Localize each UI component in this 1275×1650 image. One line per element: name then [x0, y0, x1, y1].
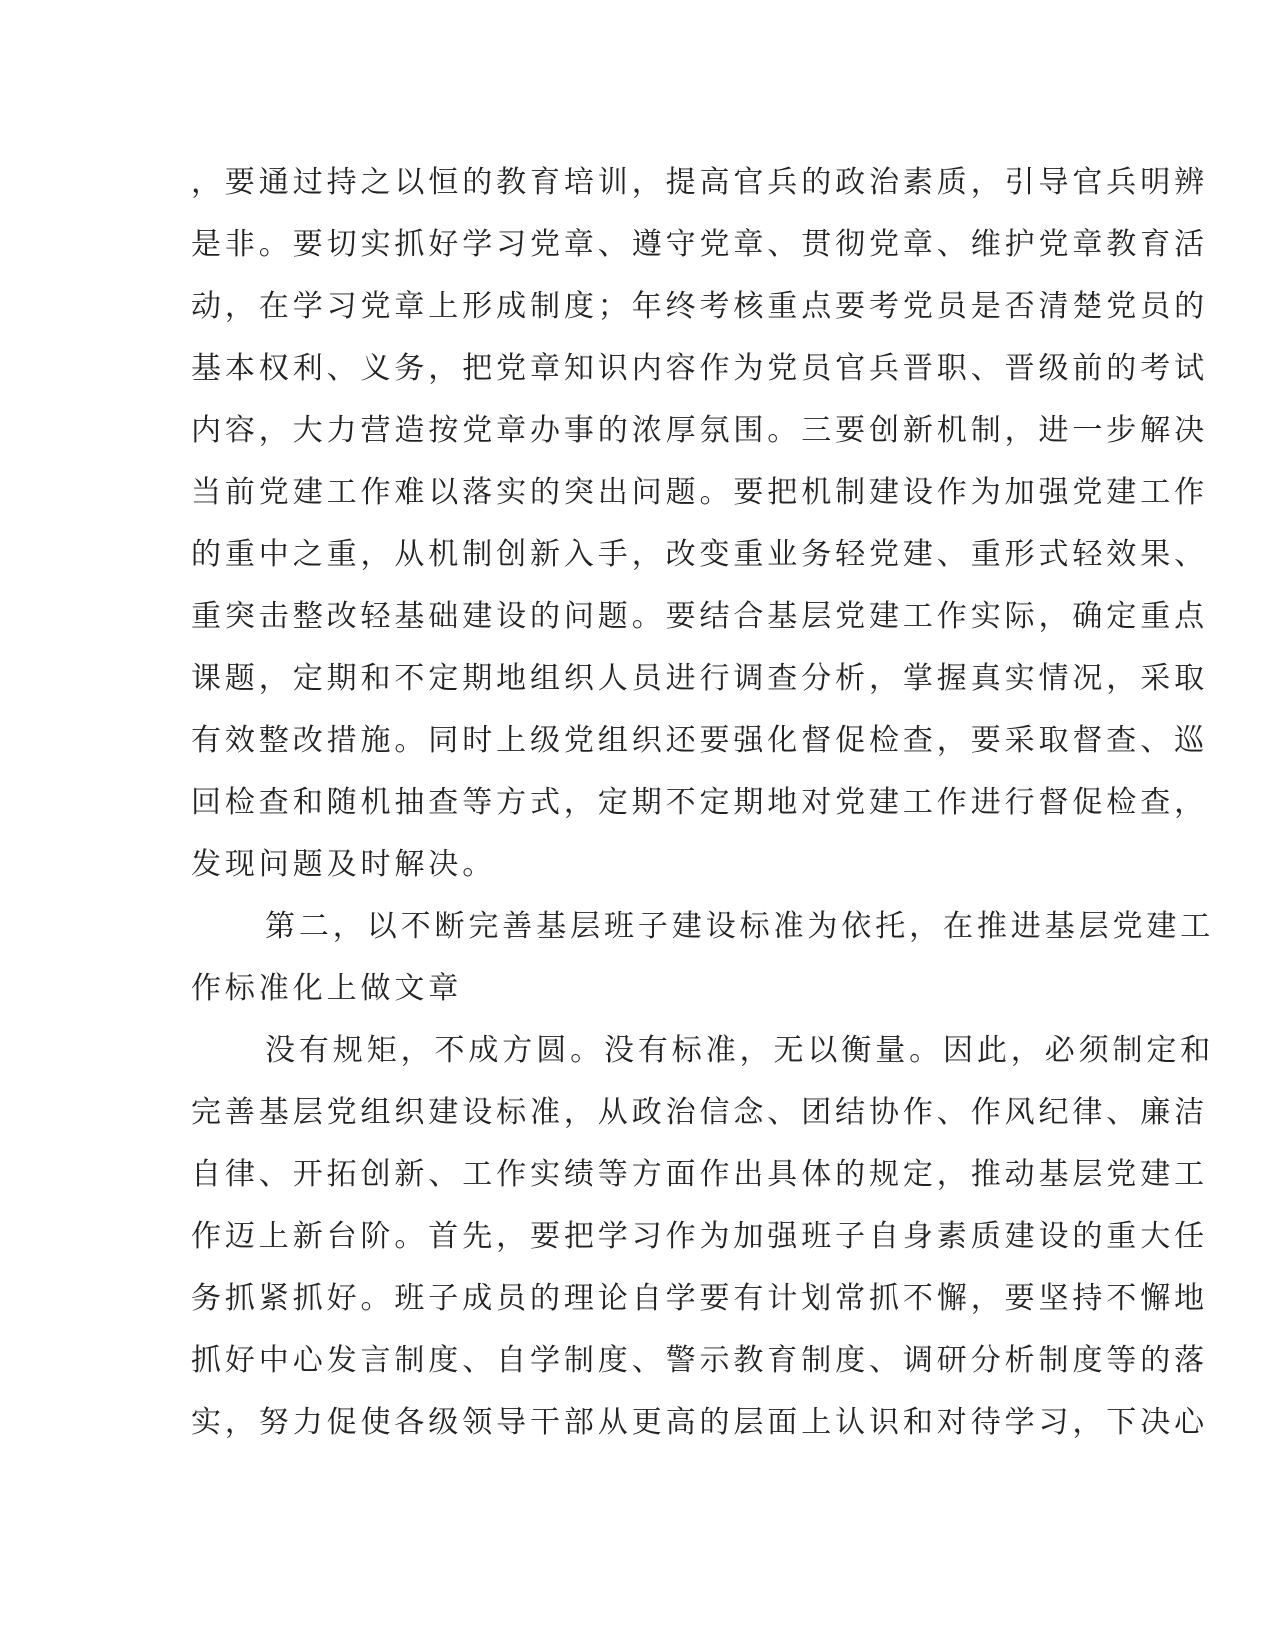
paragraph-line: 动，在学习党章上形成制度；年终考核重点要考党员是否清楚党员的 — [191, 289, 1208, 324]
paragraph-line: 有效整改措施。同时上级党组织还要强化督促检查，要采取督查、巡 — [191, 723, 1208, 758]
paragraph-line: 内容，大力营造按党章办事的浓厚氛围。三要创新机制，进一步解决 — [191, 413, 1208, 448]
paragraph-line: 当前党建工作难以落实的突出问题。要把机制建设作为加强党建工作 — [191, 475, 1208, 510]
heading-line: 作标准化上做文章 — [191, 971, 463, 1006]
document-body — [191, 152, 1215, 1454]
paragraph-line: 基本权利、义务，把党章知识内容作为党员官兵晋职、晋级前的考试 — [191, 351, 1208, 386]
paragraph-line: 发现问题及时解决。 — [191, 847, 497, 882]
paragraph-line: 自律、开拓创新、工作实绩等方面作出具体的规定，推动基层党建工 — [191, 1157, 1208, 1192]
paragraph-2 — [191, 1020, 1215, 1454]
paragraph-line: 没有规矩，不成方圆。没有标准，无以衡量。因此，必须制定和 — [265, 1033, 1215, 1068]
paragraph-line: 完善基层党组织建设标准，从政治信念、团结协作、作风纪律、廉洁 — [191, 1095, 1208, 1130]
paragraph-line: 是非。要切实抓好学习党章、遵守党章、贯彻党章、维护党章教育活 — [191, 227, 1208, 262]
paragraph-line: 回检查和随机抽查等方式，定期不定期地对党建工作进行督促检查， — [191, 785, 1208, 820]
paragraph-line: 重突击整改轻基础建设的问题。要结合基层党建工作实际，确定重点 — [191, 599, 1208, 634]
paragraph-line: 实，努力促使各级领导干部从更高的层面上认识和对待学习，下决心 — [191, 1405, 1208, 1440]
paragraph-line: 的重中之重，从机制创新入手，改变重业务轻党建、重形式轻效果、 — [191, 537, 1208, 572]
paragraph-line: ，要通过持之以恒的教育培训，提高官兵的政治素质，引导官兵明辨 — [191, 165, 1208, 200]
paragraph-line: 务抓紧抓好。班子成员的理论自学要有计划常抓不懈，要坚持不懈地 — [191, 1281, 1208, 1316]
heading-line: 第二，以不断完善基层班子建设标准为依托，在推进基层党建工 — [265, 909, 1215, 944]
paragraph-line: 课题，定期和不定期地组织人员进行调查分析，掌握真实情况，采取 — [191, 661, 1208, 696]
paragraph-1 — [191, 152, 1208, 896]
paragraph-line: 抓好中心发言制度、自学制度、警示教育制度、调研分析制度等的落 — [191, 1343, 1208, 1378]
section-heading — [191, 896, 1215, 1020]
paragraph-line: 作迈上新台阶。首先，要把学习作为加强班子自身素质建设的重大任 — [191, 1219, 1208, 1254]
